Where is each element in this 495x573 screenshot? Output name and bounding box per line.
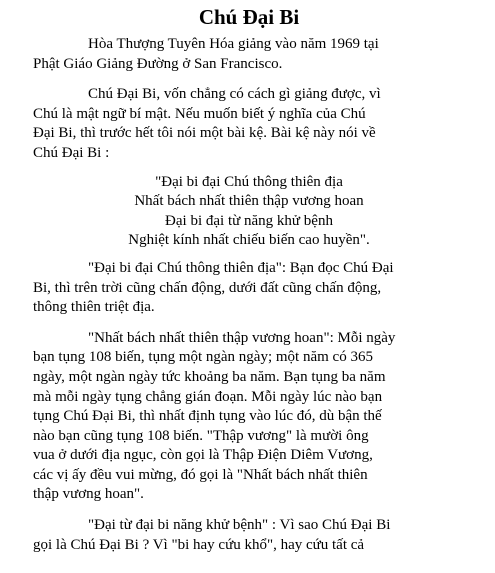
text-line: "Đại từ đại bi năng khử bệnh" : Vì sao Chú Đại Bi xyxy=(88,517,391,534)
text-line: thập vương hoan". xyxy=(33,486,144,503)
explanation-paragraph-3 xyxy=(33,516,465,555)
text-line: nào bạn cũng tụng 108 biến. "Thập vương" là mười ông xyxy=(33,427,369,444)
text-line: Chú Đại Bi : xyxy=(33,144,110,161)
text-line: bạn tụng 108 biến, tụng một ngàn ngày; một năm có 365 xyxy=(33,349,373,366)
text-line: Bi, thì trên trời cũng chấn động, dưới đất cũng chấn động, xyxy=(33,279,382,296)
text-line: Đại Bi, thì trước hết tôi nói một bài kệ. Bài kệ này nói về xyxy=(33,125,376,142)
verse-line: Nghiệt kính nhất chiếu biến cao huyền". xyxy=(128,232,370,249)
text-line: Chú là mật ngữ bí mật. Nếu muốn biết ý nghĩa của Chú xyxy=(33,105,366,122)
text-line: gọi là Chú Đại Bi ? Vì "bi hay cứu khổ", hay cứu tất cả xyxy=(33,536,365,553)
text-line: vua ở dưới địa ngục, còn gọi là Thập Điện Diêm Vương, xyxy=(33,447,373,464)
text-line: Hòa Thượng Tuyên Hóa giảng vào năm 1969 tại xyxy=(88,36,379,52)
verse-line: Đại bi đại từ năng khử bệnh xyxy=(165,212,333,229)
context-paragraph xyxy=(33,85,465,163)
text-line: thông thiên triệt địa. xyxy=(33,299,155,316)
explanation-paragraph-2 xyxy=(33,329,465,505)
text-line: Chú Đại Bi, vốn chẳng có cách gì giảng được, vì xyxy=(88,86,381,103)
document-page xyxy=(33,0,465,555)
text-line: Phật Giáo Giảng Đường ở San Francisco. xyxy=(33,55,283,72)
intro-paragraph xyxy=(33,35,465,74)
text-line: "Đại bi đại Chú thông thiên địa": Bạn đọc Chú Đại xyxy=(88,259,394,276)
text-line: "Nhất bách nhất thiên thập vương hoan": Mỗi ngày xyxy=(88,329,396,346)
text-line: mà mỗi ngày tụng chẳng gián đoạn. Mỗi ngày lúc nào bạn xyxy=(33,388,383,405)
verse-line: "Đại bi đại Chú thông thiên địa xyxy=(155,173,343,190)
text-line: tụng Chú Đại Bi, thì nhất định tụng vào lúc đó, dù bận thế xyxy=(33,408,382,425)
verse-line: Nhất bách nhất thiên thập vương hoan xyxy=(134,193,364,210)
document-title: Chú Đại Bi xyxy=(198,5,300,29)
text-line: các vị ấy đều vui mừng, đó gọi là "Nhất bách nhất thiên xyxy=(33,466,368,483)
explanation-paragraph-1 xyxy=(33,259,465,318)
verse-block xyxy=(33,173,465,251)
text-line: ngày, một ngàn ngày tức khoảng ba năm. Bạn tụng ba năm xyxy=(33,368,386,385)
